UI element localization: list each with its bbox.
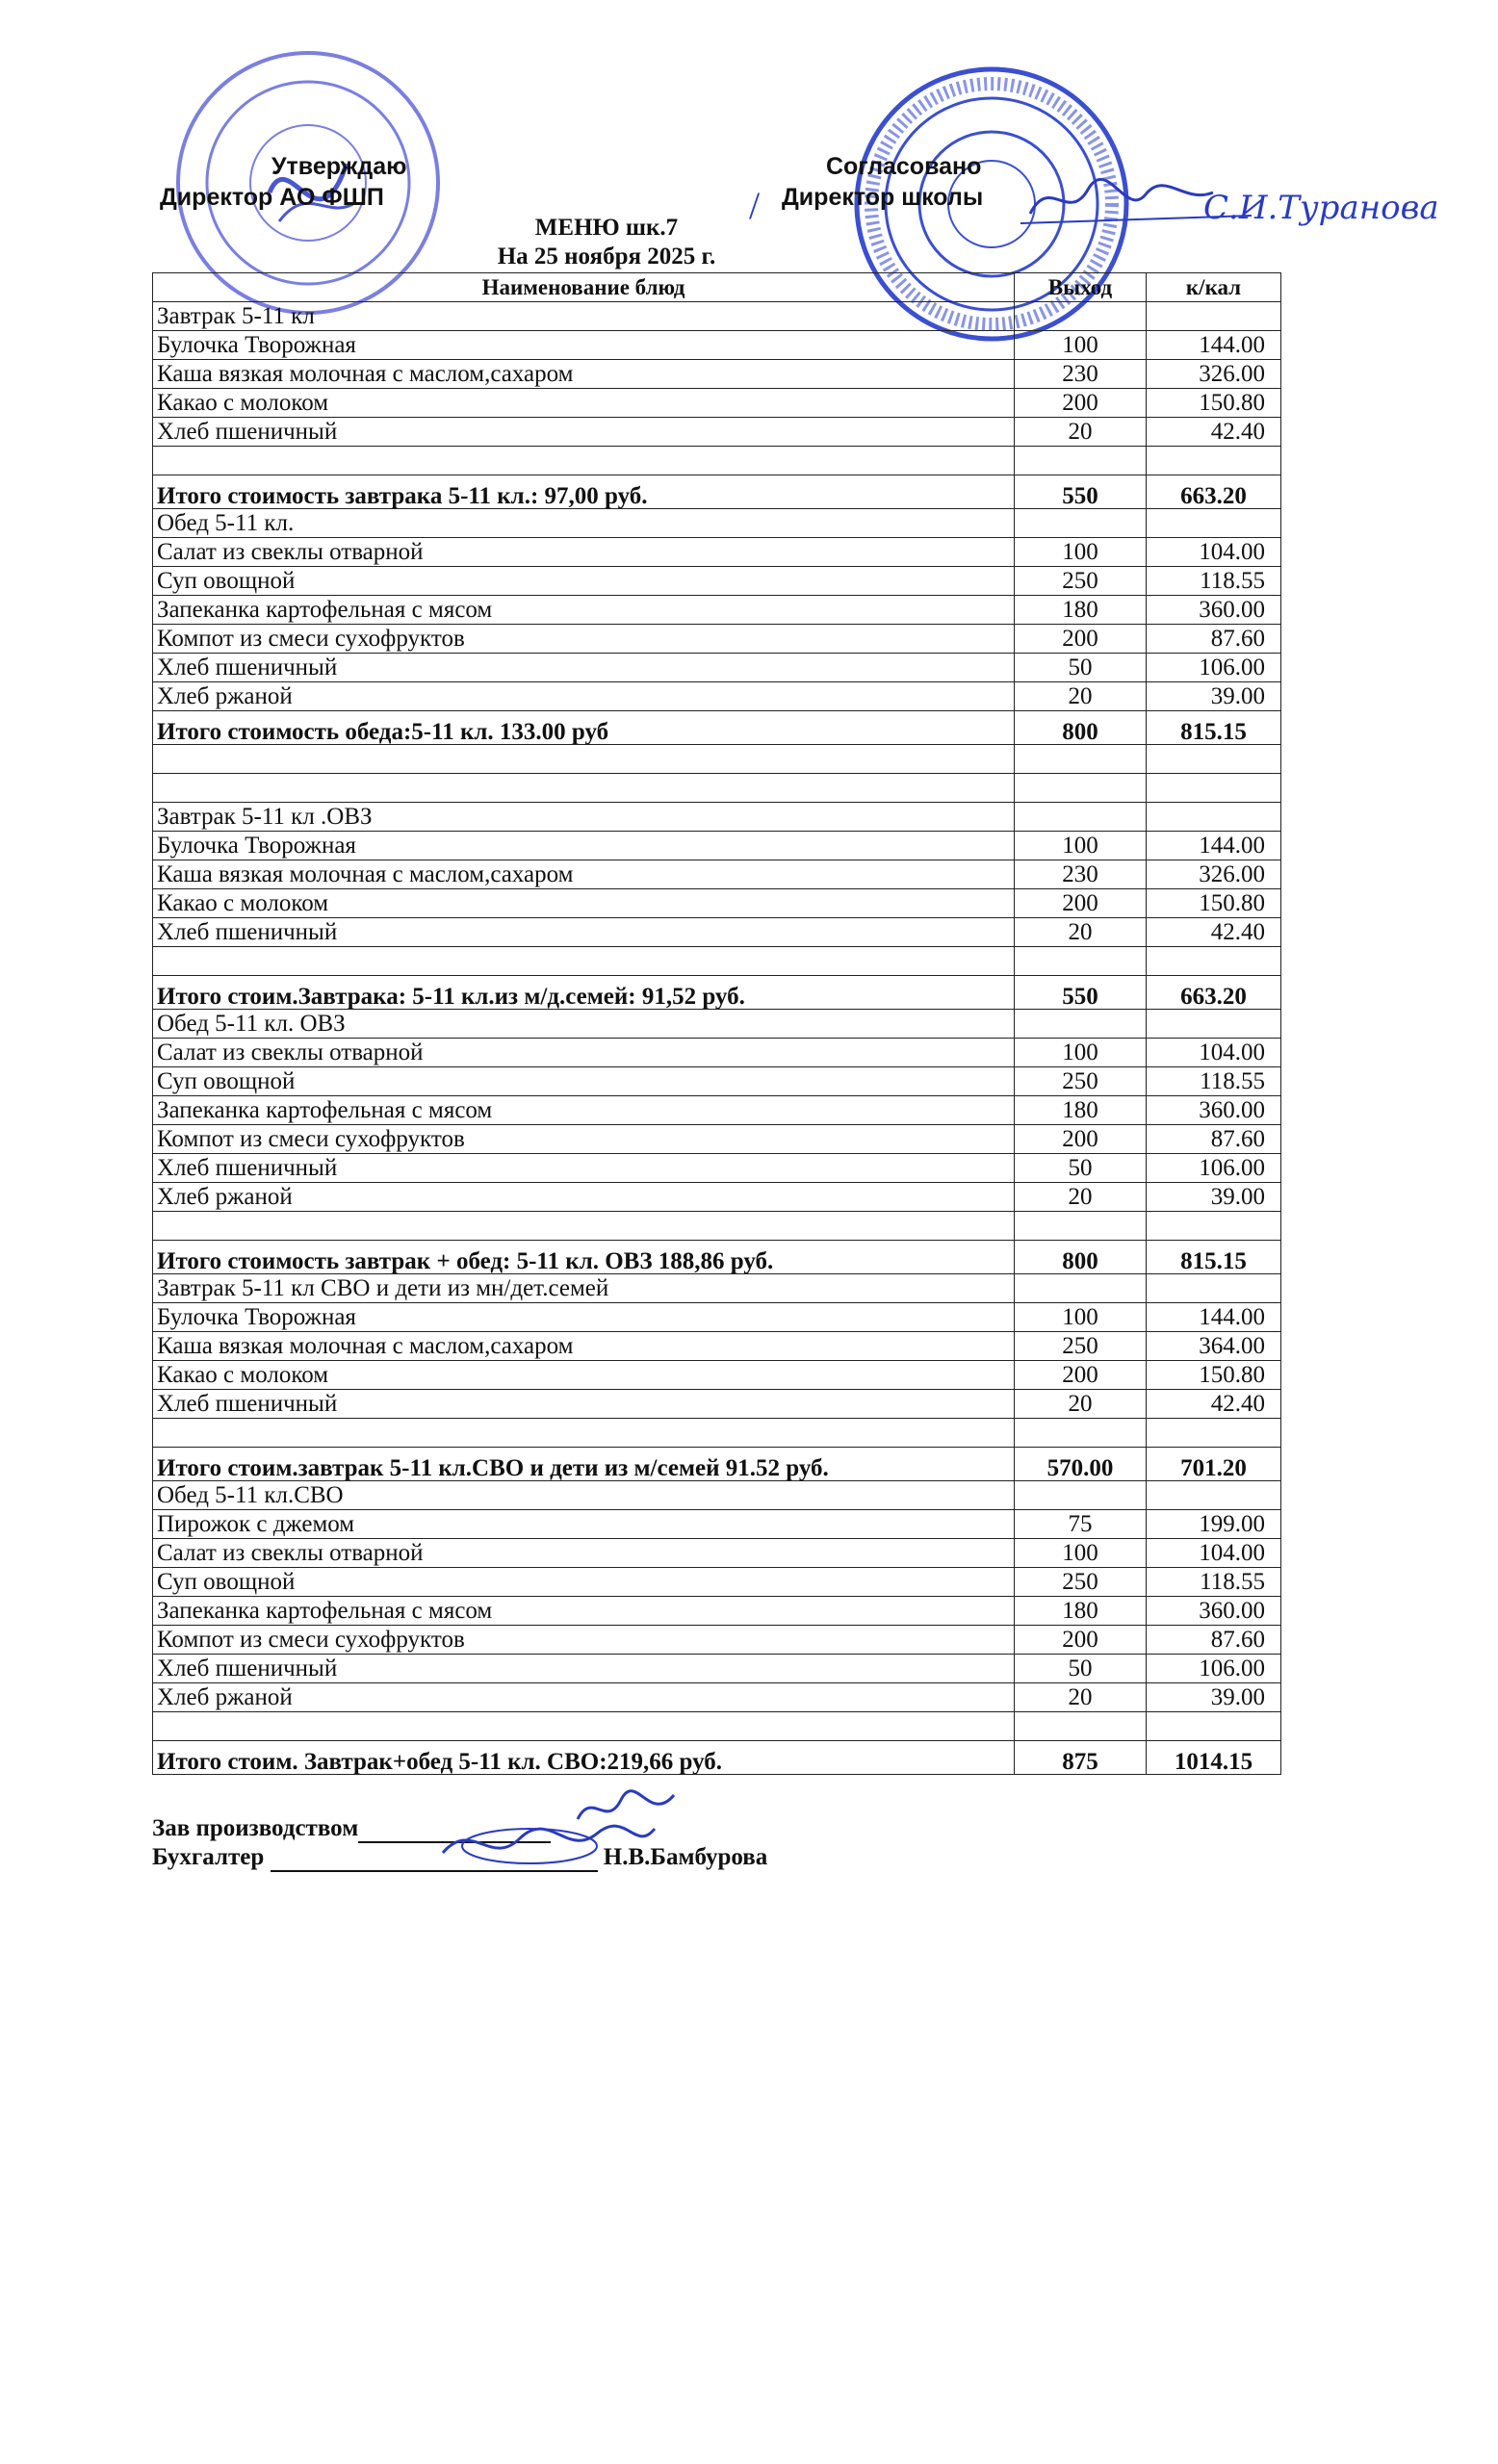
- dish-kcal: [1147, 1481, 1281, 1510]
- dish-kcal: 39.00: [1147, 682, 1281, 711]
- dish-kcal: [1147, 1712, 1281, 1741]
- dish-kcal: 815.15: [1147, 1241, 1281, 1274]
- dish-output: 250: [1015, 1568, 1147, 1597]
- dish-kcal: 39.00: [1147, 1683, 1281, 1712]
- dish-output: [1015, 1274, 1147, 1303]
- dish-output: 875: [1015, 1741, 1147, 1775]
- menu-item-row: [153, 1183, 1281, 1212]
- dish-name: Каша вязкая молочная с маслом,сахаром: [153, 360, 1015, 389]
- dish-output: 100: [1015, 1039, 1147, 1067]
- dish-output: [1015, 302, 1147, 331]
- dish-kcal: 144.00: [1147, 832, 1281, 860]
- dish-kcal: [1147, 302, 1281, 331]
- dish-output: 180: [1015, 596, 1147, 625]
- dish-name: [153, 1419, 1015, 1448]
- dish-kcal: 118.55: [1147, 567, 1281, 596]
- dish-name: Каша вязкая молочная с маслом,сахаром: [153, 860, 1015, 889]
- dish-kcal: 150.80: [1147, 389, 1281, 418]
- dish-kcal: [1147, 1419, 1281, 1448]
- section-header-row: [153, 1010, 1281, 1039]
- blank-row: [153, 774, 1281, 803]
- menu-item-row: [153, 1683, 1281, 1712]
- dish-name: [153, 947, 1015, 976]
- column-header-output: Выход: [1015, 273, 1147, 302]
- section-header-row: [153, 1274, 1281, 1303]
- dish-output: 50: [1015, 1655, 1147, 1683]
- dish-name: Компот из смеси сухофруктов: [153, 625, 1015, 654]
- dish-output: 20: [1015, 918, 1147, 947]
- dish-output: 100: [1015, 832, 1147, 860]
- section-header-row: [153, 803, 1281, 832]
- dish-name: Запеканка картофельная с мясом: [153, 596, 1015, 625]
- dish-name: Обед 5-11 кл.: [153, 509, 1015, 538]
- dish-output: 20: [1015, 1183, 1147, 1212]
- menu-item-row: [153, 1568, 1281, 1597]
- dish-output: 230: [1015, 360, 1147, 389]
- dish-output: 250: [1015, 567, 1147, 596]
- dish-output: 200: [1015, 1626, 1147, 1655]
- slash-mark-left: /: [749, 184, 761, 227]
- dish-name: Булочка Творожная: [153, 1303, 1015, 1332]
- menu-item-row: [153, 389, 1281, 418]
- dish-output: [1015, 1712, 1147, 1741]
- production-label: Зав производством: [152, 1815, 359, 1841]
- menu-item-row: [153, 1626, 1281, 1655]
- dish-output: [1015, 803, 1147, 832]
- dish-output: [1015, 774, 1147, 803]
- dish-kcal: 87.60: [1147, 625, 1281, 654]
- dish-output: [1015, 745, 1147, 774]
- dish-output: [1015, 1212, 1147, 1241]
- dish-kcal: 42.40: [1147, 918, 1281, 947]
- total-row: [153, 976, 1281, 1010]
- total-row: [153, 1741, 1281, 1775]
- dish-kcal: 701.20: [1147, 1448, 1281, 1481]
- dish-name: Каша вязкая молочная с маслом,сахаром: [153, 1332, 1015, 1361]
- dish-output: [1015, 509, 1147, 538]
- dish-kcal: 144.00: [1147, 331, 1281, 360]
- dish-name: Какао с молоком: [153, 889, 1015, 918]
- dish-name: Итого стоим.завтрак 5-11 кл.СВО и дети из м/семей 91.52 руб.: [153, 1448, 1015, 1481]
- blank-row: [153, 447, 1281, 475]
- menu-item-row: [153, 418, 1281, 447]
- menu-table-body: [153, 273, 1281, 1775]
- approve-label: Утверждаю: [271, 153, 407, 180]
- dish-name: Хлеб пшеничный: [153, 918, 1015, 947]
- dish-name: Булочка Творожная: [153, 331, 1015, 360]
- dish-name: Завтрак 5-11 кл .ОВЗ: [153, 803, 1015, 832]
- blank-row: [153, 1419, 1281, 1448]
- dish-name: Завтрак 5-11 кл СВО и дети из мн/дет.семей: [153, 1274, 1015, 1303]
- table-header-row: [153, 273, 1281, 302]
- menu-item-row: [153, 538, 1281, 567]
- dish-kcal: 326.00: [1147, 860, 1281, 889]
- dish-name: [153, 447, 1015, 475]
- dish-output: 550: [1015, 976, 1147, 1010]
- dish-kcal: [1147, 1274, 1281, 1303]
- dish-name: Хлеб ржаной: [153, 682, 1015, 711]
- approve-role: Директор АО ФШП: [160, 184, 384, 211]
- dish-output: [1015, 1419, 1147, 1448]
- dish-name: Пирожок с джемом: [153, 1510, 1015, 1539]
- section-header-row: [153, 1481, 1281, 1510]
- dish-kcal: 106.00: [1147, 1655, 1281, 1683]
- dish-output: 100: [1015, 1539, 1147, 1568]
- dish-kcal: 150.80: [1147, 889, 1281, 918]
- dish-name: Салат из свеклы отварной: [153, 1039, 1015, 1067]
- menu-item-row: [153, 1332, 1281, 1361]
- dish-output: [1015, 1481, 1147, 1510]
- menu-item-row: [153, 1510, 1281, 1539]
- dish-kcal: 360.00: [1147, 1096, 1281, 1125]
- dish-kcal: 360.00: [1147, 596, 1281, 625]
- dish-output: 20: [1015, 418, 1147, 447]
- dish-name: Хлеб пшеничный: [153, 1390, 1015, 1419]
- dish-output: 20: [1015, 1390, 1147, 1419]
- menu-item-row: [153, 889, 1281, 918]
- menu-item-row: [153, 1303, 1281, 1332]
- dish-kcal: 106.00: [1147, 1154, 1281, 1183]
- menu-item-row: [153, 625, 1281, 654]
- total-row: [153, 1448, 1281, 1481]
- dish-kcal: [1147, 1010, 1281, 1039]
- dish-kcal: [1147, 745, 1281, 774]
- dish-kcal: 360.00: [1147, 1597, 1281, 1626]
- menu-table: [152, 272, 1281, 1775]
- dish-output: 250: [1015, 1332, 1147, 1361]
- section-header-row: [153, 302, 1281, 331]
- menu-item-row: [153, 596, 1281, 625]
- accountant-name: Н.В.Бамбурова: [603, 1844, 768, 1870]
- dish-name: Хлеб ржаной: [153, 1183, 1015, 1212]
- menu-item-row: [153, 1039, 1281, 1067]
- dish-kcal: 150.80: [1147, 1361, 1281, 1390]
- dish-kcal: 663.20: [1147, 976, 1281, 1010]
- total-row: [153, 475, 1281, 509]
- dish-name: [153, 774, 1015, 803]
- dish-name: [153, 1712, 1015, 1741]
- dish-kcal: [1147, 803, 1281, 832]
- menu-item-row: [153, 1096, 1281, 1125]
- dish-kcal: [1147, 509, 1281, 538]
- menu-title-line1: МЕНЮ шк.7: [534, 215, 679, 241]
- dish-name: Суп овощной: [153, 1067, 1015, 1096]
- dish-kcal: 42.40: [1147, 1390, 1281, 1419]
- dish-name: [153, 1212, 1015, 1241]
- menu-item-row: [153, 360, 1281, 389]
- menu-item-row: [153, 1390, 1281, 1419]
- menu-item-row: [153, 1655, 1281, 1683]
- menu-date: На 25 ноября 2025 г.: [497, 244, 716, 270]
- blank-row: [153, 947, 1281, 976]
- production-signature: [568, 1781, 684, 1838]
- dish-output: 200: [1015, 889, 1147, 918]
- dish-name: Хлеб пшеничный: [153, 1154, 1015, 1183]
- dish-name: Итого стоимость завтрака 5-11 кл.: 97,00 руб.: [153, 475, 1015, 509]
- dish-output: 20: [1015, 1683, 1147, 1712]
- dish-name: Обед 5-11 кл.СВО: [153, 1481, 1015, 1510]
- dish-name: Хлеб пшеничный: [153, 654, 1015, 682]
- menu-item-row: [153, 1067, 1281, 1096]
- dish-kcal: 1014.15: [1147, 1741, 1281, 1775]
- dish-name: [153, 745, 1015, 774]
- menu-item-row: [153, 1539, 1281, 1568]
- dish-output: 20: [1015, 682, 1147, 711]
- dish-output: 570.00: [1015, 1448, 1147, 1481]
- dish-kcal: 104.00: [1147, 1539, 1281, 1568]
- menu-item-row: [153, 918, 1281, 947]
- dish-output: [1015, 947, 1147, 976]
- dish-kcal: 199.00: [1147, 1510, 1281, 1539]
- dish-output: 50: [1015, 1154, 1147, 1183]
- dish-kcal: [1147, 447, 1281, 475]
- dish-output: 100: [1015, 1303, 1147, 1332]
- total-row: [153, 711, 1281, 745]
- dish-name: Запеканка картофельная с мясом: [153, 1597, 1015, 1626]
- menu-item-row: [153, 654, 1281, 682]
- menu-title: [385, 214, 828, 271]
- dish-name: Итого стоим.Завтрака: 5-11 кл.из м/д.семей: 91,52 руб.: [153, 976, 1015, 1010]
- dish-name: Обед 5-11 кл. ОВЗ: [153, 1010, 1015, 1039]
- agreed-label: Согласовано: [826, 153, 982, 180]
- menu-item-row: [153, 331, 1281, 360]
- dish-name: Какао с молоком: [153, 389, 1015, 418]
- dish-output: 200: [1015, 625, 1147, 654]
- dish-name: Суп овощной: [153, 567, 1015, 596]
- dish-output: 230: [1015, 860, 1147, 889]
- accountant-label: Бухгалтер: [152, 1844, 265, 1870]
- dish-name: Суп овощной: [153, 1568, 1015, 1597]
- dish-name: Итого стоим. Завтрак+обед 5-11 кл. СВО:219,66 руб.: [153, 1741, 1015, 1775]
- agreed-role: Директор школы: [782, 184, 984, 211]
- menu-item-row: [153, 567, 1281, 596]
- dish-name: Итого стоимость обеда:5-11 кл. 133.00 руб: [153, 711, 1015, 745]
- dish-name: Салат из свеклы отварной: [153, 538, 1015, 567]
- dish-name: Завтрак 5-11 кл: [153, 302, 1015, 331]
- menu-item-row: [153, 1154, 1281, 1183]
- dish-name: Компот из смеси сухофруктов: [153, 1125, 1015, 1154]
- dish-output: 800: [1015, 1241, 1147, 1274]
- menu-item-row: [153, 1361, 1281, 1390]
- blank-row: [153, 1212, 1281, 1241]
- dish-output: 200: [1015, 389, 1147, 418]
- director-handwritten-name: С.И.Туранова: [1203, 189, 1439, 227]
- dish-output: 800: [1015, 711, 1147, 745]
- dish-kcal: 118.55: [1147, 1067, 1281, 1096]
- dish-output: 180: [1015, 1096, 1147, 1125]
- dish-output: 50: [1015, 654, 1147, 682]
- dish-output: 180: [1015, 1597, 1147, 1626]
- dish-name: Хлеб пшеничный: [153, 1655, 1015, 1683]
- dish-output: 200: [1015, 1125, 1147, 1154]
- dish-name: Хлеб пшеничный: [153, 418, 1015, 447]
- menu-item-row: [153, 1125, 1281, 1154]
- dish-output: 200: [1015, 1361, 1147, 1390]
- dish-name: Салат из свеклы отварной: [153, 1539, 1015, 1568]
- dish-kcal: [1147, 947, 1281, 976]
- dish-kcal: [1147, 774, 1281, 803]
- dish-name: Какао с молоком: [153, 1361, 1015, 1390]
- dish-kcal: 106.00: [1147, 654, 1281, 682]
- dish-output: [1015, 1010, 1147, 1039]
- dish-kcal: 104.00: [1147, 1039, 1281, 1067]
- blank-row: [153, 745, 1281, 774]
- dish-output: 75: [1015, 1510, 1147, 1539]
- dish-kcal: 326.00: [1147, 360, 1281, 389]
- dish-kcal: [1147, 1212, 1281, 1241]
- column-header-name: Наименование блюд: [153, 273, 1015, 302]
- dish-kcal: 364.00: [1147, 1332, 1281, 1361]
- dish-name: Итого стоимость завтрак + обед: 5-11 кл. ОВЗ 188,86 руб.: [153, 1241, 1015, 1274]
- dish-kcal: 104.00: [1147, 538, 1281, 567]
- total-row: [153, 1241, 1281, 1274]
- dish-kcal: 87.60: [1147, 1125, 1281, 1154]
- blank-row: [153, 1712, 1281, 1741]
- dish-kcal: 87.60: [1147, 1626, 1281, 1655]
- dish-name: Компот из смеси сухофруктов: [153, 1626, 1015, 1655]
- dish-name: Булочка Творожная: [153, 832, 1015, 860]
- section-header-row: [153, 509, 1281, 538]
- dish-output: 100: [1015, 538, 1147, 567]
- menu-item-row: [153, 1597, 1281, 1626]
- dish-name: Хлеб ржаной: [153, 1683, 1015, 1712]
- menu-item-row: [153, 832, 1281, 860]
- menu-item-row: [153, 860, 1281, 889]
- menu-item-row: [153, 682, 1281, 711]
- dish-output: [1015, 447, 1147, 475]
- column-header-kcal: к/кал: [1147, 273, 1281, 302]
- dish-name: Запеканка картофельная с мясом: [153, 1096, 1015, 1125]
- dish-kcal: 42.40: [1147, 418, 1281, 447]
- dish-output: 550: [1015, 475, 1147, 509]
- dish-kcal: 663.20: [1147, 475, 1281, 509]
- dish-kcal: 118.55: [1147, 1568, 1281, 1597]
- dish-kcal: 815.15: [1147, 711, 1281, 745]
- dish-kcal: 144.00: [1147, 1303, 1281, 1332]
- dish-output: 100: [1015, 331, 1147, 360]
- dish-output: 250: [1015, 1067, 1147, 1096]
- dish-kcal: 39.00: [1147, 1183, 1281, 1212]
